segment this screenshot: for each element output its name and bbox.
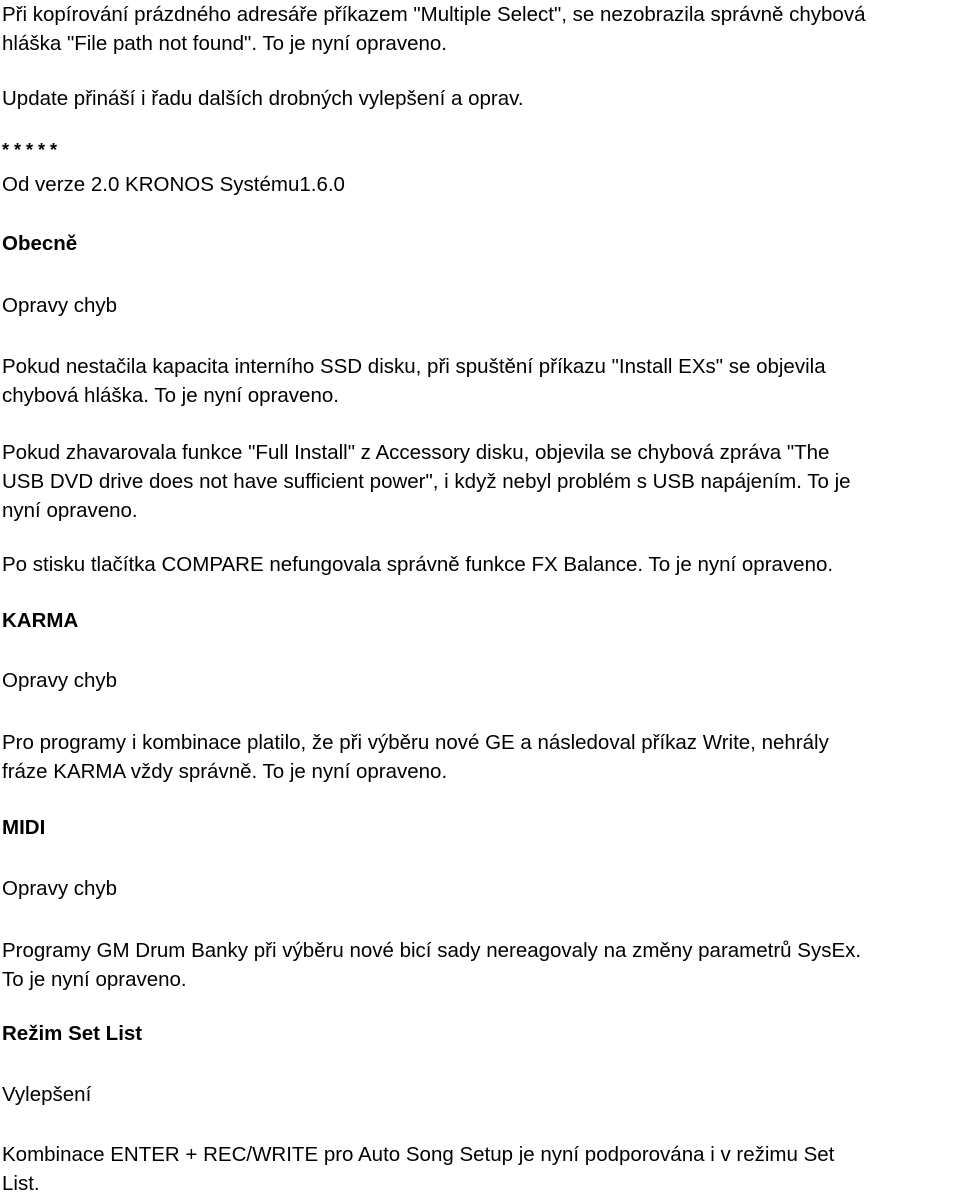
general-item-1-line-1: Pokud nestačila kapacita interního SSD disku, při spuštění příkazu "Install EXs" se objevila (2, 355, 826, 378)
midi-item-1-line-2: To je nyní opraveno. (2, 968, 187, 991)
section-subtitle-karma: Opravy chyb (2, 669, 118, 692)
intro-fix-line-1: Při kopírování prázdného adresáře příkazem "Multiple Select", se nezobrazila správně chybová (2, 3, 866, 26)
general-item-2-line-3: nyní opraveno. (2, 499, 138, 522)
separator: * * * * * (2, 140, 58, 160)
section-title-midi: MIDI (2, 816, 46, 839)
section-subtitle-midi: Opravy chyb (2, 877, 118, 900)
section-title-karma: KARMA (2, 609, 79, 632)
setlist-item-1-line-1: Kombinace ENTER + REC/WRITE pro Auto Song Setup je nyní podporována i v režimu Set (2, 1143, 835, 1166)
midi-item-1-line-1: Programy GM Drum Banky při výběru nové bicí sady nereagovaly na změny parametrů SysEx. (2, 939, 862, 962)
karma-item-1 (2, 728, 957, 786)
karma-item-1-line-1: Pro programy i kombinace platilo, že při výběru nové GE a následoval příkaz Write, nehrály (2, 731, 829, 754)
general-item-2 (2, 438, 957, 525)
intro-fix-line-2: hláška "File path not found". To je nyní opraveno. (2, 32, 447, 55)
general-item-1-line-2: chybová hláška. To je nyní opraveno. (2, 384, 339, 407)
midi-item-1 (2, 936, 957, 994)
intro-fix-paragraph (2, 0, 957, 58)
general-item-3: Po stisku tlačítka COMPARE nefungovala správně funkce FX Balance. To je nyní opraveno. (2, 553, 834, 576)
general-item-2-line-2: USB DVD drive does not have sufficient power", i když nebyl problém s USB napájením. To je (2, 470, 851, 493)
karma-item-1-line-2: fráze KARMA vždy správně. To je nyní opraveno. (2, 760, 448, 783)
version-heading: Od verze 2.0 KRONOS Systému1.6.0 (2, 173, 345, 196)
section-title-setlist: Režim Set List (2, 1022, 143, 1045)
setlist-item-1-line-2: List. (2, 1172, 40, 1195)
update-note: Update přináší i řadu dalších drobných vylepšení a oprav. (2, 87, 524, 110)
section-subtitle-general: Opravy chyb (2, 294, 118, 317)
section-subtitle-setlist: Vylepšení (2, 1083, 92, 1106)
general-item-1 (2, 352, 957, 410)
section-title-general: Obecně (2, 232, 78, 255)
setlist-item-1 (2, 1140, 957, 1198)
general-item-2-line-1: Pokud zhavarovala funkce "Full Install" z Accessory disku, objevila se chybová zpráva "The (2, 441, 830, 464)
